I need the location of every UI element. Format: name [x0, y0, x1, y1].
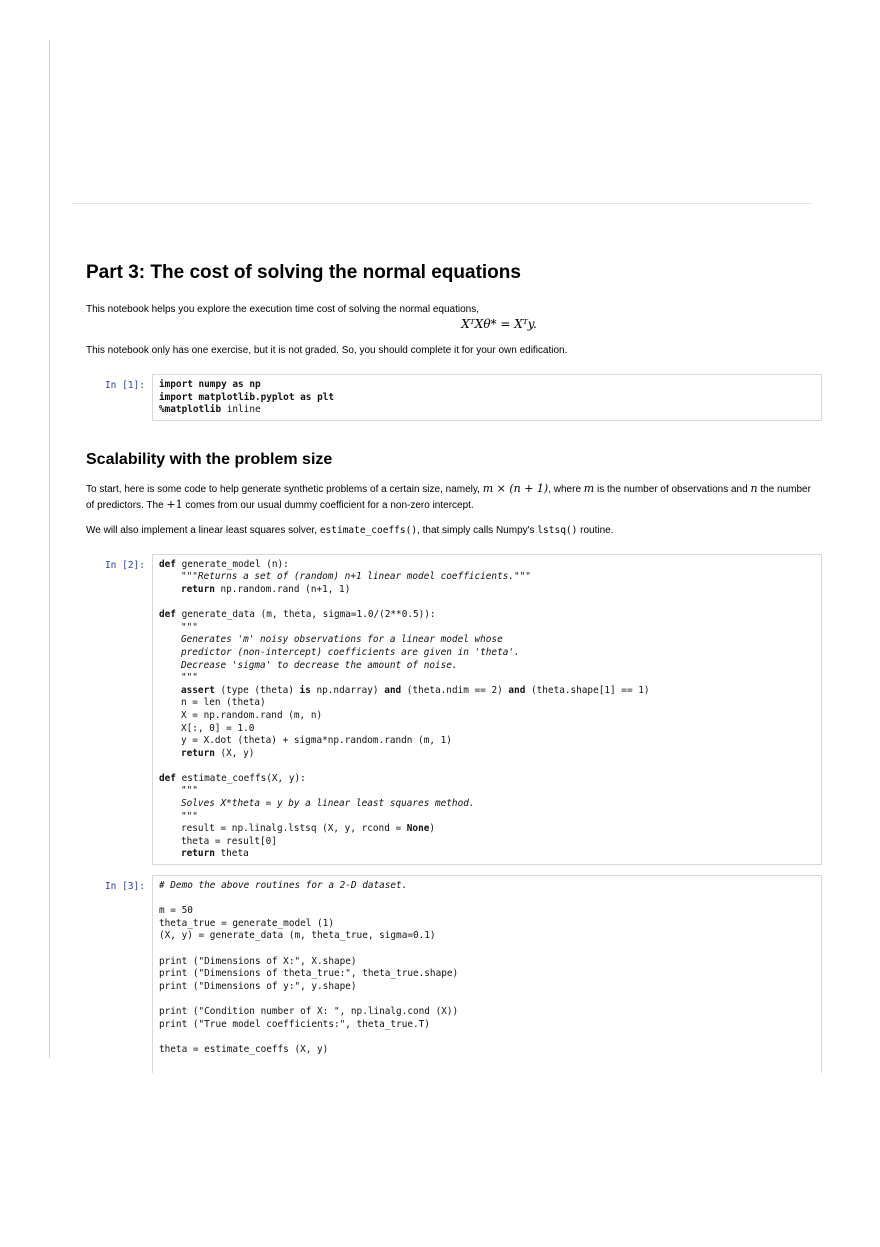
normal-equation: XᵀXθ* = Xᵀy. — [461, 317, 537, 331]
cell-source[interactable]: # Demo the above routines for a 2-D dataset. m = 50 theta_true = generate_model (1) (X, y) = generate_data (m, theta_true, sigma=0.1) print ("Dimensions of X:", X.shape) print ("Dimensions of theta_true:", theta_true.shape) print ("Dimensions of y:", y.shape) print ("Condition number of X: ", np.linalg.cond (X)) print ("True model coefficients:", theta_true.T) theta = estimate_coeffs (X, y) — [159, 880, 459, 1055]
section-paragraph-1: To start, here is some code to help generate synthetic problems of a certain size, namely, m × (n + 1), where m is the number of observations and n the number of predictors. The +1 comes from our usual dummy coefficient for a non-zero intercept. — [86, 481, 811, 511]
section-separator — [72, 203, 812, 204]
cell-source[interactable]: def generate_model (n): """Returns a set of (random) n+1 linear model coefficients.""" return np.random.rand (n+1, 1) def generate_data (m, theta, sigma=1.0/(2**0.5)): """ Generates 'm' noisy observations for a linear model whose predictor (non-intercept) coefficients are given in 'theta'. Decrease 'sigma' to decrease the amount of noise. """ assert (type (theta) is np.ndarray) and (theta.ndim == 2) and (theta.shape[1] == 1) n = len (theta) X = np.random.rand (m, n) X[:, 0] = 1.0 y = X.dot (theta) + sigma*np.random.randn (m, 1) return (X, y) def estimate_coeffs(X, y): """ Solves X*theta = y by a linear least squares method. """ result = np.linalg.lstsq (X, y, rcond = None) theta = result[0] return theta — [159, 558, 650, 860]
code-cell-3[interactable] — [104, 875, 822, 1073]
page-title: Part 3: The cost of solving the normal equations — [86, 262, 521, 283]
code-cell-1[interactable] — [104, 374, 822, 421]
left-margin-rule — [49, 40, 50, 1058]
cell-prompt: In [1]: — [104, 380, 145, 391]
cell-prompt: In [2]: — [104, 559, 145, 571]
code-cell-2[interactable] — [104, 554, 822, 865]
cell-source[interactable]: import numpy as np import matplotlib.pyplot as plt %matplotlib inline — [159, 379, 334, 416]
section-paragraph-2: We will also implement a linear least squares solver, estimate_coeffs(), that simply calls Numpy's lstsq() routine. — [86, 524, 614, 536]
exercise-note: This notebook only has one exercise, but it is not graded. So, you should complete it for your own edification. — [86, 345, 568, 356]
cell-prompt: In [3]: — [104, 881, 145, 893]
intro-text: This notebook helps you explore the execution time cost of solving the normal equations, — [86, 304, 480, 315]
notebook-content — [86, 258, 822, 1083]
section-title: Scalability with the problem size — [86, 450, 333, 468]
